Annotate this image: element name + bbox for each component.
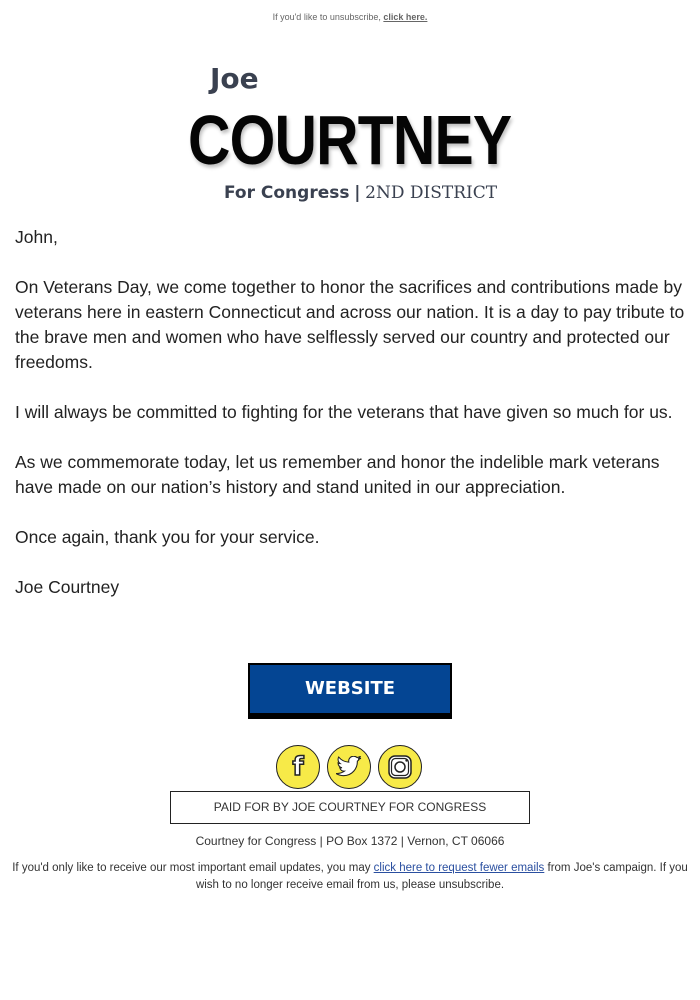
fewer-emails-link[interactable]: click here to request fewer emails [373, 862, 545, 874]
paragraph: On Veterans Day, we come together to honor the sacrifices and contributions made by veterans here in eastern Connecticut and across our nation. It is a day to pay tribute to the brave men and women who have selflessly served our country and protected our freedoms. [15, 277, 685, 372]
social-links [276, 745, 422, 789]
unsubscribe-text: If you'd like to unsubscribe, [272, 12, 381, 22]
logo-joe: Joe [210, 62, 259, 95]
fine-text: from Joe's campaign. If you wish to no longer receive email from us, please unsubscribe. [195, 862, 688, 891]
unsubscribe-link[interactable]: click here. [383, 12, 428, 22]
mailing-address: Courtney for Congress | PO Box 1372 | Vernon, CT 06066 [195, 834, 505, 848]
fine-text: If you'd only like to receive our most important email updates, you may [12, 862, 374, 874]
email-body [15, 225, 691, 625]
paragraph: As we commemorate today, let us remember and honor the indelible mark veterans have made on our nation’s history and stand united in our appreciation. [15, 452, 660, 497]
website-button[interactable]: WEBSITE [248, 663, 452, 719]
greeting: John, [15, 227, 58, 247]
paid-for-disclaimer: PAID FOR BY JOE COURTNEY FOR CONGRESS [170, 791, 530, 824]
logo-district: 2ND DISTRICT [365, 183, 498, 203]
email-preferences-text [4, 860, 696, 894]
signature: Joe Courtney [15, 577, 120, 597]
logo-separator: | [354, 183, 361, 203]
paragraph: I will always be committed to fighting for the veterans that have given so much for us. [15, 402, 673, 422]
logo-subtitle [224, 182, 518, 204]
instagram-icon[interactable] [378, 745, 422, 789]
logo-for-congress: For Congress [224, 183, 350, 203]
logo [188, 62, 518, 204]
facebook-icon[interactable]: f [276, 745, 320, 789]
logo-courtney: COURTNEY [188, 101, 512, 179]
twitter-icon[interactable] [327, 745, 371, 789]
paragraph: Once again, thank you for your service. [15, 527, 320, 547]
unsubscribe-bar [0, 0, 700, 23]
